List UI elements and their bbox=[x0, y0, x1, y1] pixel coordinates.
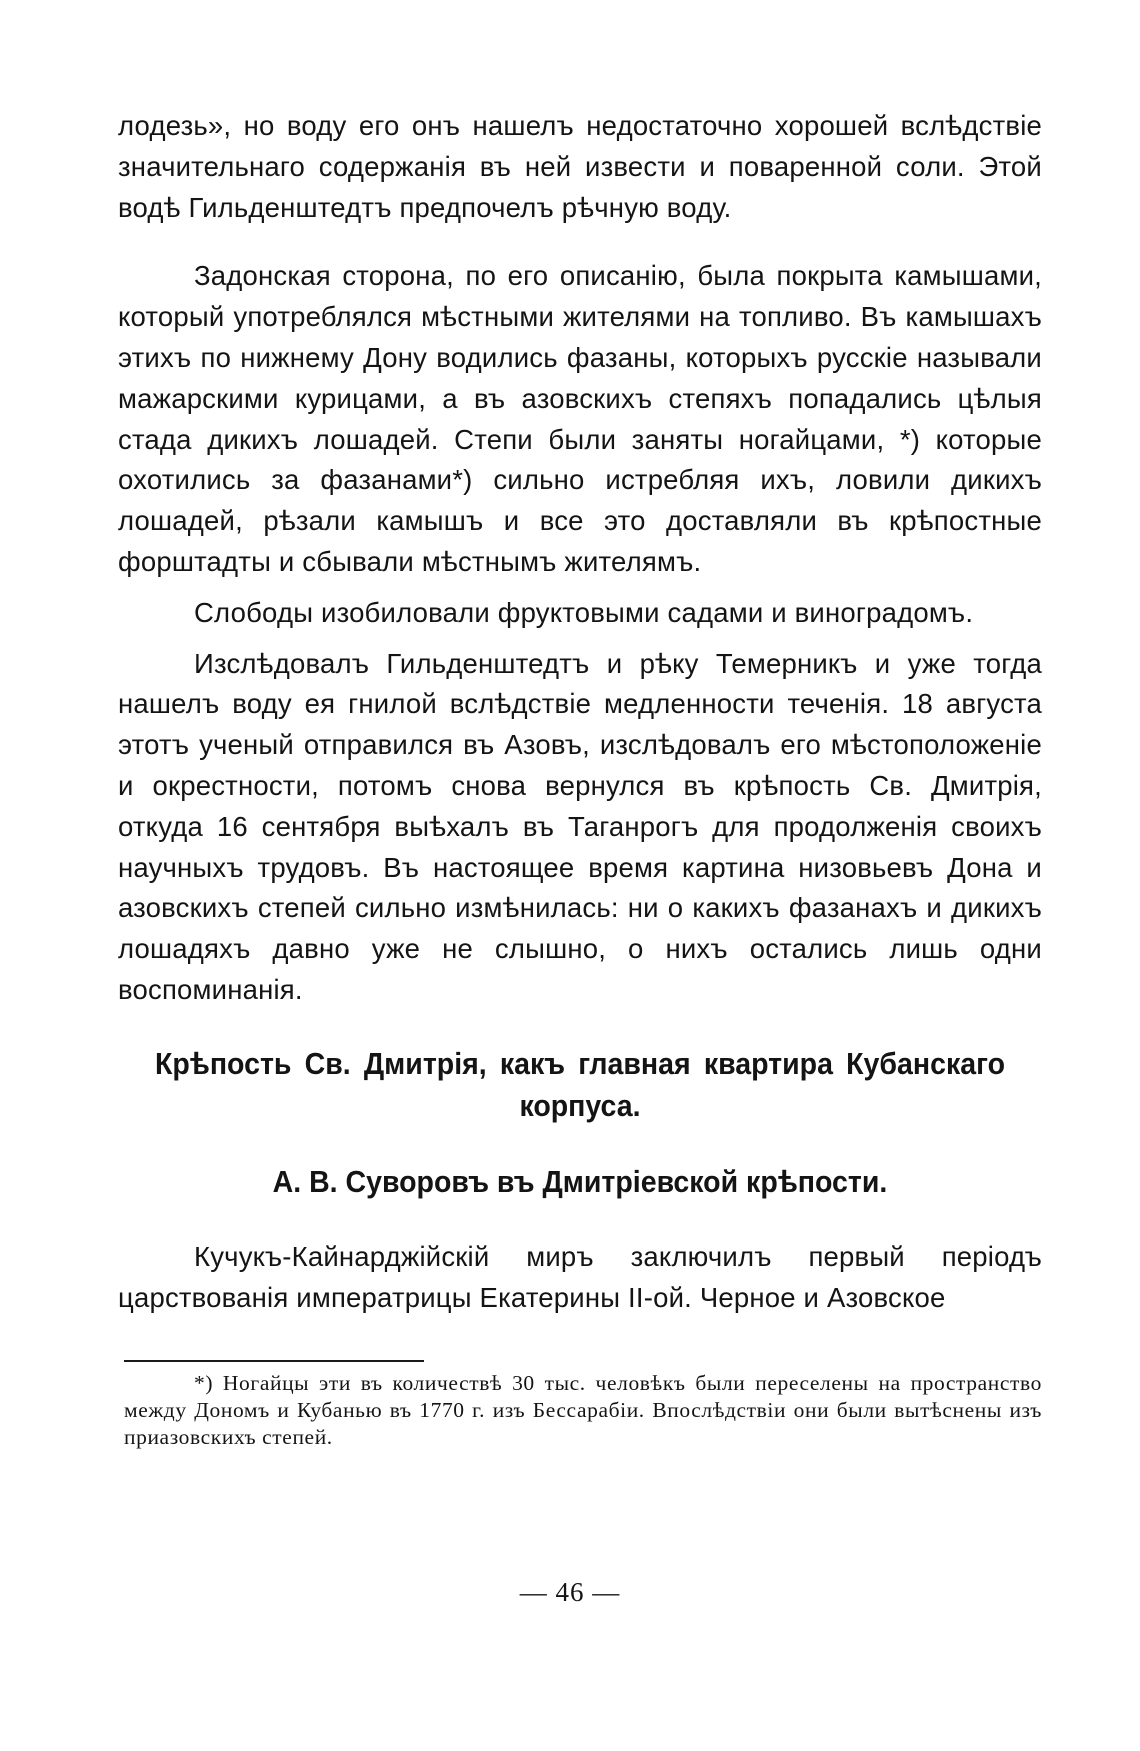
subsection-heading: А. В. Суворовъ въ Дмитріевской крѣпости. bbox=[272, 1163, 888, 1199]
footnote-divider bbox=[124, 1360, 424, 1362]
section-heading: Крѣпость Св. Дмитрія, какъ главная квартира Кубанскаго корпуса. bbox=[154, 1045, 1006, 1123]
paragraph-intro: лодезь», но воду его онъ нашелъ недостаточно хорошей вслѣдствіе значительнаго содержанія въ ней извести и поваренной соли. Этой водѣ Гильденштедтъ предпочелъ рѣчную воду. bbox=[118, 110, 1042, 223]
paragraph-temernik: Изслѣдовалъ Гильденштедтъ и рѣку Темерникъ и уже тогда нашелъ воду ея гнилой вслѣдствіе медленности теченія. 18 августа этотъ ученый отправился въ Азовъ, изслѣдовалъ его мѣстоположеніе и окрестности, потомъ снова вернулся въ крѣпость Св. Дмитрія, откуда 16 сентября выѣхалъ въ Таганрогъ для продолженія своихъ научныхъ трудовъ. Въ настоящее время картина низовьевъ Дона и азовскихъ степей сильно измѣнилась: ни о какихъ фазанахъ и дикихъ лошадяхъ давно уже не слышно, о нихъ остались лишь одни воспоминанія. bbox=[118, 647, 1042, 1005]
paragraph-slobody: Слободы изобиловали фруктовыми садами и виноградомъ. bbox=[194, 596, 974, 628]
page-number: — 46 — bbox=[519, 1577, 621, 1607]
footnote bbox=[124, 1370, 1042, 1451]
paragraph-zadonskaya: Задонская сторона, по его описанію, была покрыта камышами, который употреблялся мѣстными жителями на топливо. Въ камышахъ этихъ по нижнему Дону водились фазаны, которыхъ русскіе называли мажарскими курицами, а въ азовскихъ степяхъ попадались цѣлыя стада дикихъ лошадей. Степи были заняты ногайцами, *) которые охотились за фазанами*) сильно истребляя ихъ, ловили дикихъ лошадей, рѣзали камышъ и все это доставляли въ крѣпостные форштадты и сбывали мѣстнымъ жителямъ. bbox=[118, 260, 1042, 577]
paragraph-kuchuk: Кучукъ-Кайнарджійскій миръ заключилъ первый періодъ царствованія императрицы Екатерины II-ой. Черное и Азовское bbox=[118, 1240, 1042, 1313]
page-body bbox=[118, 106, 1042, 1318]
footnote-text: *) Ногайцы эти въ количествѣ 30 тыс. человѣкъ были переселены на пространство между Дономъ и Кубанью въ 1770 г. изъ Бессарабіи. Впослѣдствіи они были вытѣснены изъ приазовскихъ степей. bbox=[124, 1371, 1042, 1449]
